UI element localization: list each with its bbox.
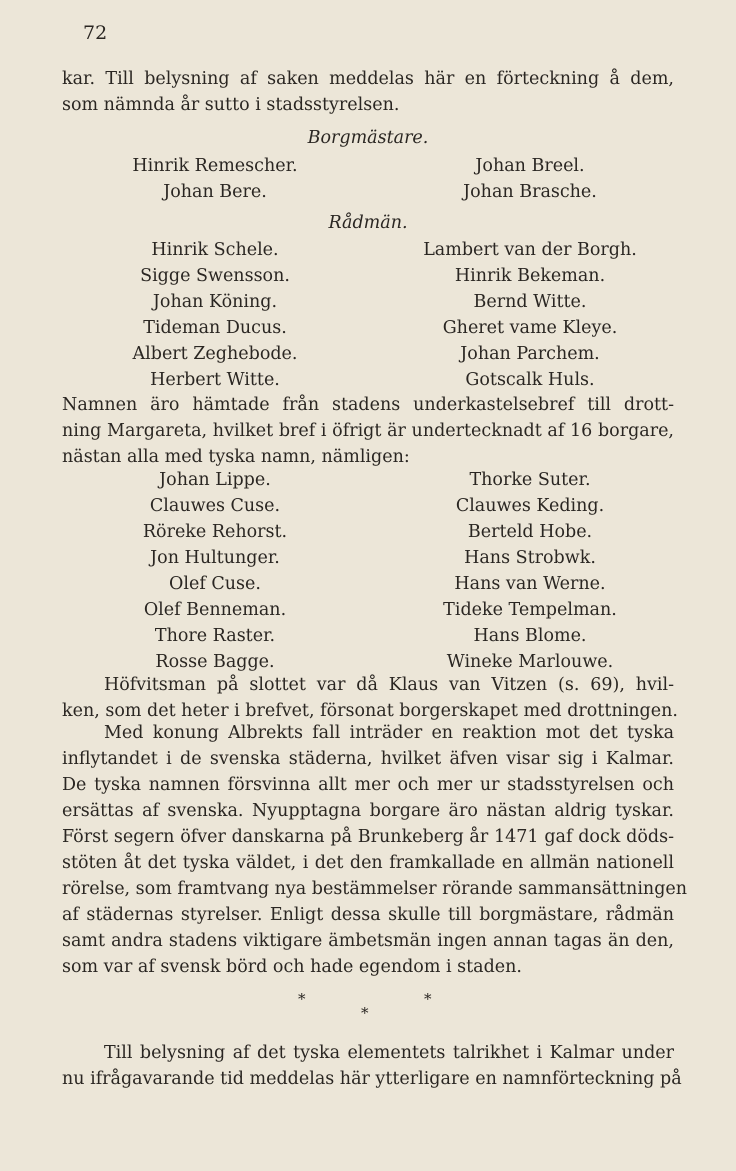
text-line: Namnen äro hämtade från stadens underkastelsebref till drott- (62, 395, 674, 415)
radman-heading: Rådmän. (328, 213, 408, 233)
page-number: 72 (83, 22, 108, 44)
name-entry: Hans van Werne. (454, 574, 606, 594)
text-line: Höfvitsman på slottet var då Klaus van Vitzen (s. 69), hvil- (104, 675, 674, 695)
name-entry: Hans Strobwk. (464, 548, 596, 568)
name-entry: Lambert van der Borgh. (423, 240, 637, 260)
name-entry: Hinrik Bekeman. (454, 266, 606, 286)
text-line: ersättas af svenska. Nyupptagna borgare äro nästan aldrig tyskar. (62, 801, 674, 821)
name-entry: Sigge Swensson. (140, 266, 290, 286)
name-entry: Jon Hultunger. (150, 548, 280, 568)
name-entry: Tideman Ducus. (143, 318, 287, 338)
text-line: inflytandet i de svenska städerna, hvilket äfven visar sig i Kalmar. (62, 749, 674, 769)
text-line: nu ifrågavarande tid meddelas här ytterligare en namnförteckning på (62, 1069, 682, 1089)
name-entry: Clauwes Keding. (455, 496, 605, 516)
text-line: Med konung Albrekts fall inträder en reaktion mot det tyska (104, 723, 674, 743)
text-line: ken, som det heter i brefvet, försonat borgerskapet med drottningen. (62, 701, 678, 721)
name-entry: Bernd Witte. (473, 292, 587, 312)
text-line: nästan alla med tyska namn, nämligen: (62, 447, 410, 467)
text-line: Först segern öfver danskarna på Brunkeberg år 1471 gaf dock döds- (62, 827, 674, 847)
name-entry: Berteld Hobe. (467, 522, 593, 542)
name-entry: Albert Zeghebode. (132, 344, 298, 364)
borgmastare-heading: Borgmästare. (307, 128, 429, 148)
separator-star: * (298, 990, 306, 1008)
text-line: som nämnda år sutto i stadsstyrelsen. (62, 95, 400, 115)
name-entry: Wineke Marlouwe. (446, 652, 614, 672)
name-entry: Hinrik Remescher. (132, 156, 298, 176)
separator-star: * (361, 1004, 369, 1022)
name-entry: Thorke Suter. (469, 470, 591, 490)
name-entry: Rosse Bagge. (155, 652, 275, 672)
name-entry: Johan Bere. (163, 182, 267, 202)
name-entry: Johan Parchem. (460, 344, 600, 364)
name-entry: Gotscalk Huls. (465, 370, 595, 390)
text-line: af städernas styrelser. Enligt dessa skulle till borgmästare, rådmän (62, 905, 674, 925)
text-line: Till belysning af det tyska elementets talrikhet i Kalmar under (104, 1043, 674, 1063)
name-entry: Johan Breel. (475, 156, 585, 176)
name-entry: Johan Lippe. (159, 470, 271, 490)
text-line: som var af svensk börd och hade egendom i staden. (62, 957, 522, 977)
text-line: rörelse, som framtvang nya bestämmelser rörande sammansättningen (62, 879, 688, 899)
text-line: ning Margareta, hvilket bref i öfrigt är undertecknadt af 16 borgare, (62, 421, 674, 441)
name-entry: Olef Benneman. (143, 600, 287, 620)
name-entry: Hans Blome. (473, 626, 587, 646)
name-entry: Johan Brasche. (463, 182, 597, 202)
text-line: kar. Till belysning af saken meddelas här en förteckning å dem, (62, 69, 674, 89)
name-entry: Tideke Tempelman. (443, 600, 617, 620)
text-line: samt andra stadens viktigare ämbetsmän ingen annan tagas än den, (62, 931, 674, 951)
name-entry: Herbert Witte. (150, 370, 280, 390)
text-line: De tyska namnen försvinna allt mer och mer ur stadsstyrelsen och (62, 775, 674, 795)
name-entry: Olef Cuse. (169, 574, 261, 594)
name-entry: Johan Köning. (152, 292, 278, 312)
name-entry: Hinrik Schele. (151, 240, 279, 260)
name-entry: Clauwes Cuse. (149, 496, 281, 516)
name-entry: Thore Raster. (154, 626, 276, 646)
name-entry: Gheret vame Kleye. (442, 318, 618, 338)
name-entry: Röreke Rehorst. (142, 522, 288, 542)
text-line: stöten åt det tyska väldet, i det den framkallade en allmän nationell (62, 853, 674, 873)
separator-star: * (424, 990, 432, 1008)
